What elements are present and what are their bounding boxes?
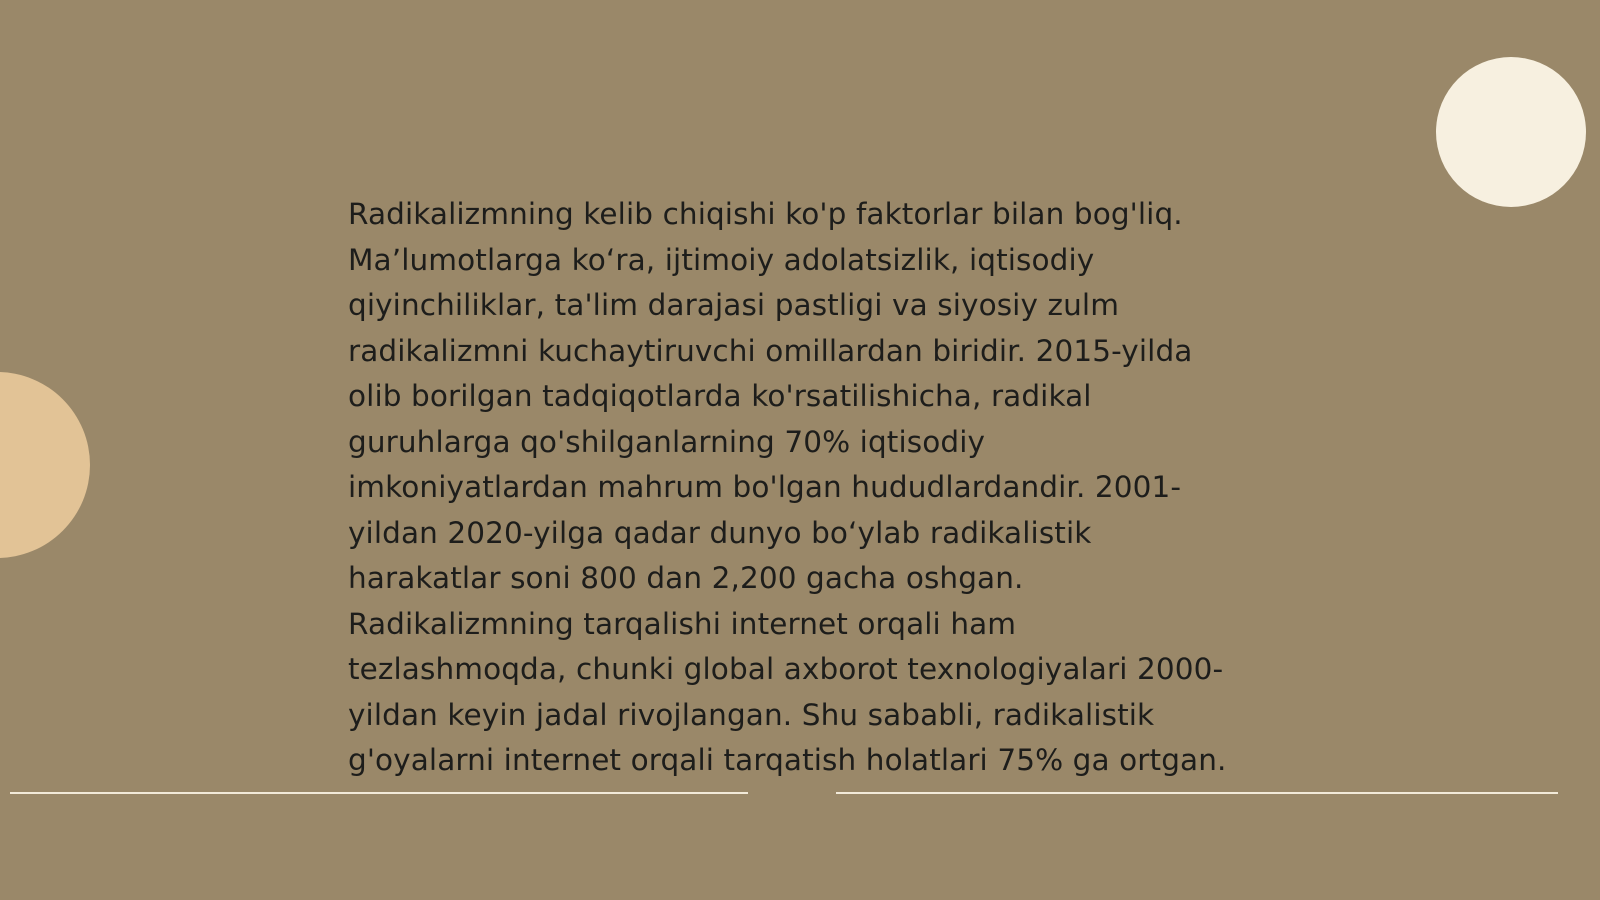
- divider-rule-left: [10, 792, 748, 794]
- divider-rule-right: [836, 792, 1558, 794]
- decorative-circle-top-right: [1436, 57, 1586, 207]
- decorative-circle-left: [0, 372, 90, 558]
- slide-body-text: Radikalizmning kelib chiqishi ko'p faktorlar bilan bog'liq. Ma’lumotlarga ko‘ra, ijtimoiy adolatsizlik, iqtisodiy qiyinchiliklar, ta'lim darajasi pastligi va siyosiy zulm radikalizmni kuchaytiruvchi omillardan biridir. 2015-yilda olib borilgan tadqiqotlarda ko'rsatilishicha, radikal guruhlarga qo'shilganlarning 70% iqtisodiy imkoniyatlardan mahrum bo'lgan hududlardandir. 2001-yildan 2020-yilga qadar dunyo bo‘ylab radikalistik harakatlar soni 800 dan 2,200 gacha oshgan. Radikalizmning tarqalishi internet orqali ham tezlashmoqda, chunki global axborot texnologiyalari 2000-yildan keyin jadal rivojlangan. Shu sababli, radikalistik g'oyalarni internet orqali tarqatish holatlari 75% ga ortgan.: [348, 197, 1227, 777]
